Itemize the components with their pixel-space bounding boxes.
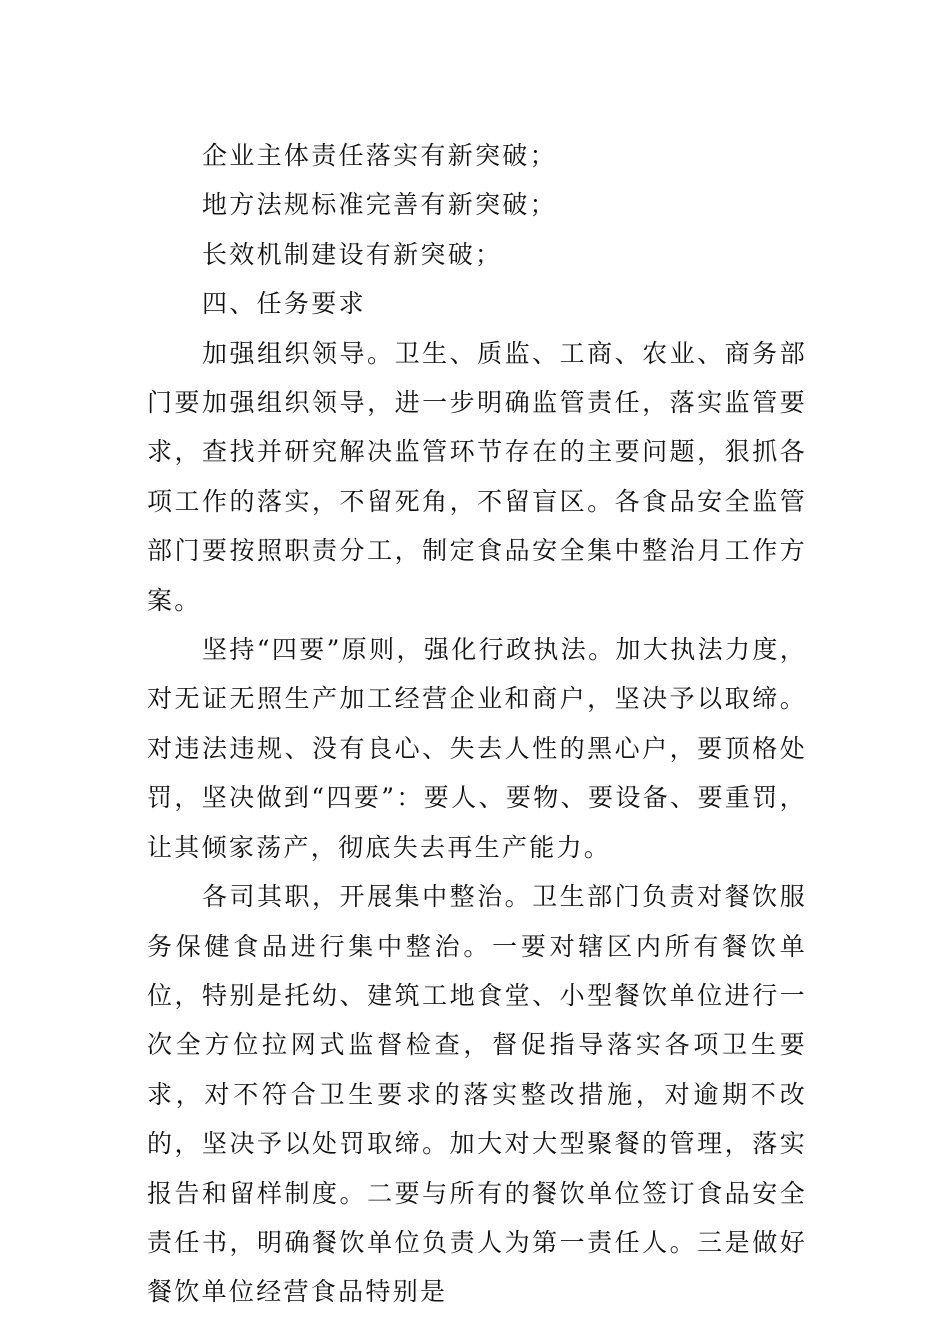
paragraph-breakthrough-enterprise: 企业主体责任落实有新突破； — [202, 141, 557, 170]
paragraph-organization-leadership: 加强组织领导。卫生、质监、工商、农业、商务部门要加强组织领导，进一步明确监管责任，落实监管要求，查找并研究解决监管环节存在的主要问题，狠抓各项工作的落实，不留死角，不留盲区。各食品安全监管部门要按照职责分工，制定食品安全集中整治月工作方案。 — [147, 338, 807, 615]
paragraph-concentrated-rectification: 各司其职，开展集中整治。卫生部门负责对餐饮服务保健食品进行集中整治。一要对辖区内所有餐饮单位，特别是托幼、建筑工地食堂、小型餐饮单位进行一次全方位拉网式监督检查，督促指导落实各项卫生要求，对不符合卫生要求的落实整改措施，对逾期不改的，坚决予以处罚取缔。加大对大型聚餐的管理，落实报告和留样制度。二要与所有的餐饮单位签订食品安全责任书，明确餐饮单位负责人为第一责任人。三是做好餐饮单位经营食品特别是 — [147, 882, 807, 1307]
document-body — [147, 131, 807, 1317]
paragraph-four-requirements: 坚持“四要”原则，强化行政执法。加大执法力度，对无证无照生产加工经营企业和商户，坚决予以取缔。对违法违规、没有良心、失去人性的黑心户，要顶格处罚，坚决做到“四要”：要人、要物、要设备、要重罚，让其倾家荡产，彻底失去再生产能力。 — [147, 635, 807, 862]
section-heading-task-requirements: 四、任务要求 — [202, 289, 366, 319]
paragraph-breakthrough-regulations: 地方法规标准完善有新突破； — [202, 190, 557, 220]
paragraph-breakthrough-mechanism: 长效机制建设有新突破； — [202, 239, 503, 269]
